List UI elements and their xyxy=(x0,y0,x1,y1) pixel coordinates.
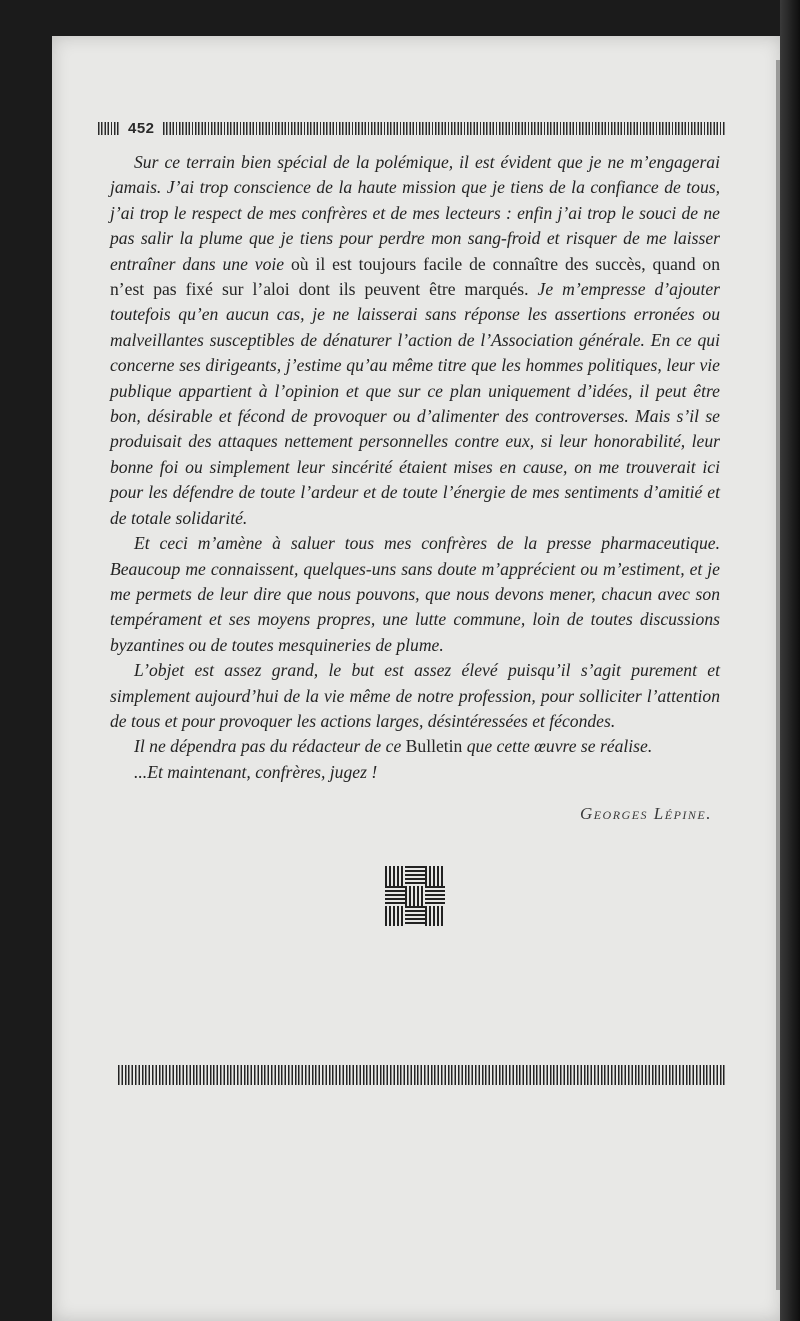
header-rule-right xyxy=(163,122,726,135)
author-signature: Georges Lépine. xyxy=(579,804,712,823)
end-ornament xyxy=(385,866,445,926)
bulletin-name: Bulletin xyxy=(405,736,463,757)
ornament-cell xyxy=(425,906,445,926)
paragraph-text: Et ceci m’amène à saluer tous mes confrères de la presse pharmaceutique. Beaucoup me connaissent, quelques-uns sans doute m’apprécient ou m’estiment, et je me permets de leur dire que nous pouvons, que nous devons mener, chacun avec son tempérament et ses moyens propres, une lutte commune, loin de toutes discussions byzantines ou de toutes mesquineries de plume. xyxy=(110,533,720,655)
header-rule-left xyxy=(98,122,120,135)
paragraph-text: Je m’empresse d’ajouter toutefois qu’en aucun cas, je ne laisserai sans réponse les assertions erronées ou malveillantes susceptibles de dénaturer l’action de l’Association générale. En ce qui concerne ses dirigeants, j’estime qu’au même titre que les hommes politiques, leur vie publique appartient à l’opinion et que sur ce plan uniquement d’idées, il peut être bon, désirable et fécond de provoquer ou d’alimenter des controverses. Mais s’il se produisait des attaques nettement personnelles contre eux, si leur honorabilité, leur bonne foi ou simplement leur sincérité étaient mises en cause, on me trouverait ici pour les défendre de toute l’ardeur et de toute l’énergie de mes sentiments d’amitié et de totale solidarité. xyxy=(110,279,720,528)
paragraph-text: Sur ce terrain bien spécial de la polémique, il est évident que je ne m’engagerai jamais. J’ai trop conscience de la haute mission que je tiens de la confiance de tous, j’ai trop le respect de mes confrères et de mes lecteurs : enfin j’ai trop le souci de ne pas salir la plume que je tiens pour perdre mon sang-froid et risquer de me laisser entraîner dans une voie xyxy=(110,152,720,274)
ornament-cell xyxy=(425,886,445,906)
page-header xyxy=(98,118,726,138)
paragraph xyxy=(110,760,720,785)
ornament-cell xyxy=(405,886,425,906)
ornament-cell xyxy=(385,906,405,926)
footer-rule xyxy=(118,1065,726,1085)
paragraph-text: ...Et maintenant, confrères, jugez ! xyxy=(134,761,378,782)
book-spine xyxy=(780,0,800,1321)
paragraph-text-roman: où il est toujours facile de connaître des succès, quand on n’est pas fixé sur l’aloi dont ils peuvent être marqués. xyxy=(110,253,721,300)
ornament-cell xyxy=(385,886,405,906)
ornament-cell xyxy=(425,866,445,886)
paragraph xyxy=(110,531,720,658)
ornament-cell xyxy=(405,906,425,926)
ornament-cell xyxy=(385,866,405,886)
page-number: 452 xyxy=(128,119,155,137)
paragraph xyxy=(110,734,720,759)
paragraph-text: que cette œuvre se réalise. xyxy=(462,736,653,757)
paragraph xyxy=(110,658,720,734)
paragraph xyxy=(110,150,720,531)
paragraph-text: L’objet est assez grand, le but est assez élevé puisqu’il s’agit purement et simplement aujourd’hui de la vie même de notre profession, pour solliciter l’attention de tous et pour provoquer les actions larges, désintéressées et fécondes. xyxy=(110,660,720,731)
article-body xyxy=(110,150,720,785)
ornament-cell xyxy=(405,866,425,886)
paragraph-text: Il ne dépendra pas du rédacteur de ce xyxy=(134,736,406,757)
